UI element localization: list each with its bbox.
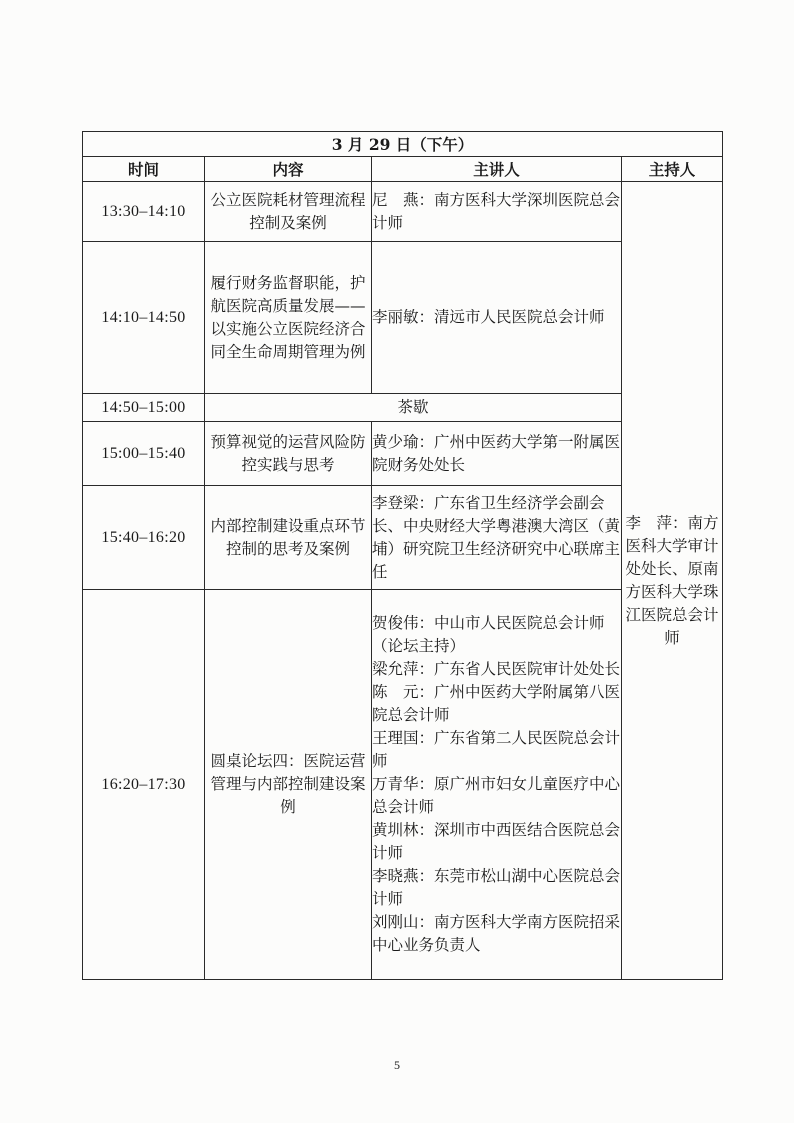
speaker-entry: 尼 燕：南方医科大学深圳医院总会计师 xyxy=(372,190,621,232)
content-cell: 预算视觉的运营风险防控实践与思考 xyxy=(205,422,372,486)
speaker-cell xyxy=(372,590,622,980)
host-cell: 李 萍：南方医科大学审计处处长、原南方医科大学珠江医院总会计师 xyxy=(622,182,723,980)
content-cell: 内部控制建设重点环节控制的思考及案例 xyxy=(205,486,372,590)
page-number: 5 xyxy=(394,1058,400,1072)
time-cell: 15:40–16:20 xyxy=(83,486,205,590)
content-cell: 公立医院耗材管理流程控制及案例 xyxy=(205,182,372,242)
day-title: 3 月 29 日（下午） xyxy=(83,132,723,157)
time-cell: 14:50–15:00 xyxy=(83,394,205,422)
speaker-entry: 李登梁：广东省卫生经济学会副会长、中央财经大学粤港澳大湾区（黄埔）研究院卫生经济研究中心联席主任 xyxy=(372,493,621,581)
header-content: 内容 xyxy=(205,157,372,182)
header-time: 时间 xyxy=(83,157,205,182)
break-label: 茶歇 xyxy=(205,394,622,422)
speaker-entry: 李丽敏：清远市人民医院总会计师 xyxy=(372,308,605,326)
speaker-entry: 陈 元：广州中医药大学附属第八医院总会计师 xyxy=(372,683,621,724)
speaker-entry: 黄少瑜：广州中医药大学第一附属医院财务处处长 xyxy=(372,432,621,474)
speaker-cell xyxy=(372,422,622,486)
speaker-cell xyxy=(372,242,622,394)
speaker-entry: 王理国：广东省第二人民医院总会计师 xyxy=(372,729,621,770)
day-header-row xyxy=(83,132,723,157)
table-row xyxy=(83,182,723,242)
speaker-entry: 刘刚山：南方医科大学南方医院招采中心业务负责人 xyxy=(372,913,621,954)
column-header-row xyxy=(83,157,723,182)
speaker-entry: 李晓燕：东莞市松山湖中心医院总会计师 xyxy=(372,867,621,908)
time-cell: 15:00–15:40 xyxy=(83,422,205,486)
content-cell: 履行财务监督职能，护航医院高质量发展——以实施公立医院经济合同全生命周期管理为例 xyxy=(205,242,372,394)
header-host: 主持人 xyxy=(622,157,723,182)
speaker-cell xyxy=(372,182,622,242)
speaker-cell xyxy=(372,486,622,590)
time-cell: 16:20–17:30 xyxy=(83,590,205,980)
header-speaker: 主讲人 xyxy=(372,157,622,182)
time-cell: 14:10–14:50 xyxy=(83,242,205,394)
content-cell: 圆桌论坛四：医院运营管理与内部控制建设案例 xyxy=(205,590,372,980)
speaker-entry: 梁允萍：广东省人民医院审计处处长 xyxy=(372,660,621,678)
speaker-entry: 贺俊伟：中山市人民医院总会计师（论坛主持） xyxy=(372,614,605,655)
speaker-entry: 黄圳林：深圳市中西医结合医院总会计师 xyxy=(372,821,621,862)
time-cell: 13:30–14:10 xyxy=(83,182,205,242)
speaker-entry: 万青华：原广州市妇女儿童医疗中心总会计师 xyxy=(372,775,621,816)
schedule-table xyxy=(82,131,723,980)
